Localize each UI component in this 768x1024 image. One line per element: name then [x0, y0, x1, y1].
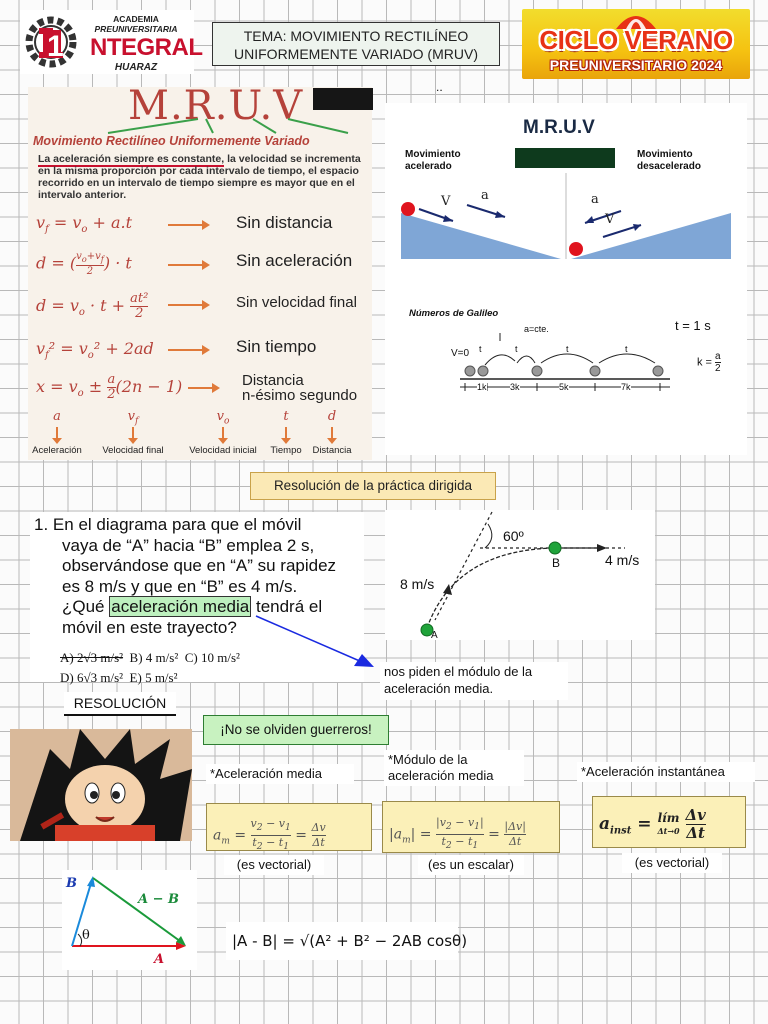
logo-academia: ACADEMIA — [113, 14, 159, 24]
angle-label: 60º — [503, 528, 524, 544]
question-line: observándose que en “A” su rapidez — [62, 556, 337, 575]
options-row-2 — [60, 668, 240, 688]
ciclo-title: CICLO VERANO — [539, 25, 733, 55]
galileo-t-label: t — [479, 344, 482, 354]
point-a-label: A — [431, 630, 438, 641]
def-kind-3: (es vectorial) — [622, 853, 722, 873]
vector-a-label: A — [154, 952, 165, 967]
formula-arrow — [168, 304, 208, 306]
svg-text:1: 1 — [47, 30, 64, 63]
formula-arrow — [168, 349, 208, 351]
mruv-card-subtitle: Movimiento Rectilíneo Uniformemente Variado — [33, 134, 310, 148]
formula-arrow — [168, 224, 208, 226]
var-symbol: d — [327, 409, 337, 424]
section-title: Resolución de la práctica dirigida — [250, 472, 496, 500]
svg-text:a: a — [591, 192, 599, 207]
svg-text:V: V — [605, 212, 615, 227]
pointer-arrow — [250, 612, 380, 672]
down-arrow-icon — [132, 427, 134, 439]
description-underlined: La aceleración siempre es constante, — [38, 153, 225, 165]
label-decelerated: Movimiento desacelerado — [637, 149, 701, 172]
formula-label-5 — [242, 373, 357, 403]
formula-avg-acceleration-magnitude — [382, 801, 560, 853]
note-text: nos piden el módulo de la aceleración media. — [380, 662, 568, 700]
redaction-bar — [313, 88, 373, 110]
galileo-t-label: t — [625, 344, 628, 354]
k-denominator: 2 — [715, 363, 721, 374]
option-b: B) 4 m/s² — [129, 650, 179, 665]
var-symbol: $v_f$ — [127, 409, 139, 427]
galileo-k-equation — [697, 351, 721, 374]
mruv-formula-card — [28, 83, 372, 460]
label-accelerated: Movimiento acelerado — [405, 149, 461, 172]
galileo-t-label: t — [566, 344, 569, 354]
option-a: A) 2√3 m/s² — [60, 650, 124, 665]
answer-options — [60, 648, 240, 688]
galileo-t-label: t — [515, 344, 518, 354]
formula-label-2: Sin aceleración — [236, 251, 353, 270]
var-symbol: $v_o$ — [216, 409, 230, 427]
options-row-1 — [60, 648, 240, 668]
def-title-2: *Módulo de la aceleración media — [384, 750, 524, 786]
formula-nth-second: $x = v_o$ ± a 2(2n − 1) — [36, 372, 183, 402]
galileo-acceleration: a=cte. — [524, 324, 549, 334]
def-title-1: *Aceleración media — [206, 764, 354, 784]
def-kind-1: (es vectorial) — [224, 855, 324, 875]
diagram-title: M.R.U.V — [523, 117, 595, 138]
cartoon-illustration — [10, 729, 192, 841]
ramps-figure — [385, 173, 747, 263]
mruv-description — [38, 153, 368, 201]
mruv-card-title: M.R.U.V — [128, 83, 304, 129]
var-label: Velocidad final — [102, 445, 164, 456]
goku-image — [10, 729, 192, 841]
highlight-aceleracion-media: aceleración media — [111, 597, 250, 616]
formula-vf: $v_f = v_o + a.t$ — [36, 213, 133, 236]
formula-arrow — [188, 387, 218, 389]
cosine-law: |A - B| = √(A² + B² − 2AB cosθ) — [232, 932, 468, 950]
var-symbol: a — [53, 409, 61, 424]
down-arrow-icon — [285, 427, 287, 439]
vector-triangle — [62, 870, 197, 970]
down-arrow-icon — [222, 427, 224, 439]
var-label: Velocidad inicial — [189, 445, 257, 456]
formula-arrow — [168, 264, 208, 266]
question-tendra: tendrá el — [255, 597, 323, 616]
var-label: Tiempo — [270, 445, 302, 456]
academy-logo — [20, 10, 203, 74]
def-title-3: *Aceleración instantánea — [577, 762, 755, 782]
question-que: ¿Qué — [62, 597, 105, 616]
formula-d-avg: d = ( $v_o+v_f$ 2 ) · t — [36, 251, 132, 277]
velocity-b-label: 4 m/s — [605, 552, 640, 568]
theta-label: θ — [82, 928, 90, 943]
question-line: es 8 m/s y que en “B” es 4 m/s. — [62, 576, 298, 596]
question-line: vaya de “A” hacia “B” emplea 2 s, — [62, 535, 315, 555]
stray-dots: .. — [436, 80, 443, 94]
svg-text:a: a — [481, 188, 489, 203]
option-c: C) 10 m/s² — [184, 650, 240, 665]
down-arrow-icon — [331, 427, 333, 439]
formula-d-at2: $d = v_o \cdot t$ + at² 2 — [36, 291, 149, 321]
galileo-v0: V=0 — [451, 348, 470, 359]
question-figure — [385, 510, 655, 640]
k-numerator: a — [715, 351, 721, 362]
var-symbol: t — [283, 409, 289, 424]
formula-label-5b: n-ésimo segundo — [242, 387, 358, 404]
svg-text:V: V — [441, 194, 451, 209]
var-label: Aceleración — [32, 445, 82, 456]
formula-instant-acceleration — [592, 796, 746, 848]
formula-content: $|a_m|$ = $|v_2 - v_1|$ $t_2 - t_1$ = |Δv| Δt — [389, 816, 526, 852]
formula-vf2: $v_f^2 = v_o^2 + 2ad$ — [36, 339, 154, 362]
segment-label: 5k — [559, 382, 569, 392]
logo-huaraz: HUARAZ — [114, 62, 158, 73]
formula-label-5a: Distancia — [242, 372, 304, 389]
cosine-law-box — [226, 922, 468, 960]
question-line: móvil en este trayecto? — [62, 617, 237, 637]
formula-label-3: Sin velocidad final — [236, 294, 357, 311]
ciclo-verano-banner — [522, 9, 750, 79]
velocity-a-label: 8 m/s — [400, 576, 435, 592]
redaction-bar — [515, 148, 615, 168]
k-equals: k = — [697, 356, 712, 369]
vector-diff-label: A − B — [138, 892, 180, 907]
gear-icon — [23, 14, 79, 70]
option-d: D) 6√3 m/s² — [60, 670, 124, 685]
vector-triangle-figure — [62, 870, 197, 970]
formula-content: $a_{inst}$ = lím Δt→0 Δv Δt — [599, 806, 706, 842]
formula-label-4: Sin tiempo — [236, 337, 317, 356]
point-b-label: B — [552, 556, 561, 570]
mruv-motion-diagram — [385, 103, 747, 455]
topic-line-2: UNIFORMEMENTE VARIADO (MRUV) — [234, 46, 478, 62]
topic-title — [212, 22, 500, 66]
segment-label: 3k — [510, 382, 520, 392]
segment-label: 7k — [621, 382, 631, 392]
topic-line-1: TEMA: MOVIMIENTO RECTILÍNEO — [243, 28, 469, 44]
galileo-title: Números de Galileo — [409, 308, 499, 319]
reminder-banner: ¡No se olviden guerreros! — [203, 715, 389, 745]
description-rest: la velocidad se incrementa en la misma proporción por cada intervalo de tiempo, el espacio recorrido en un intervalo de tiempo siempre es mayor que en el intervalo anterior. — [38, 153, 361, 201]
question-line: En el diagrama para que el móvil — [52, 515, 302, 534]
def-kind-2: (es un escalar) — [418, 855, 524, 875]
var-label: Distancia — [312, 445, 352, 456]
question-number: 1. — [34, 515, 49, 534]
vector-b-label: B — [66, 876, 77, 891]
option-e: E) 5 m/s² — [129, 670, 178, 685]
ciclo-subtitle: PREUNIVERSITARIO 2024 — [549, 57, 723, 73]
formula-label-1: Sin distancia — [236, 213, 333, 232]
resolution-heading: RESOLUCIÓN — [64, 692, 176, 716]
segment-label: 1k — [477, 382, 487, 392]
formula-avg-acceleration — [206, 803, 372, 851]
down-arrow-icon — [56, 427, 58, 439]
logo-integral: NTEGRAL — [90, 34, 203, 61]
galileo-time: t = 1 s — [675, 318, 711, 333]
logo-preuniversitaria: PREUNIVERSITARIA — [94, 24, 178, 34]
formula-content: $a_m$ = $v_2 - v_1$ $t_2 - t_1$ = Δv Δt — [213, 817, 326, 853]
